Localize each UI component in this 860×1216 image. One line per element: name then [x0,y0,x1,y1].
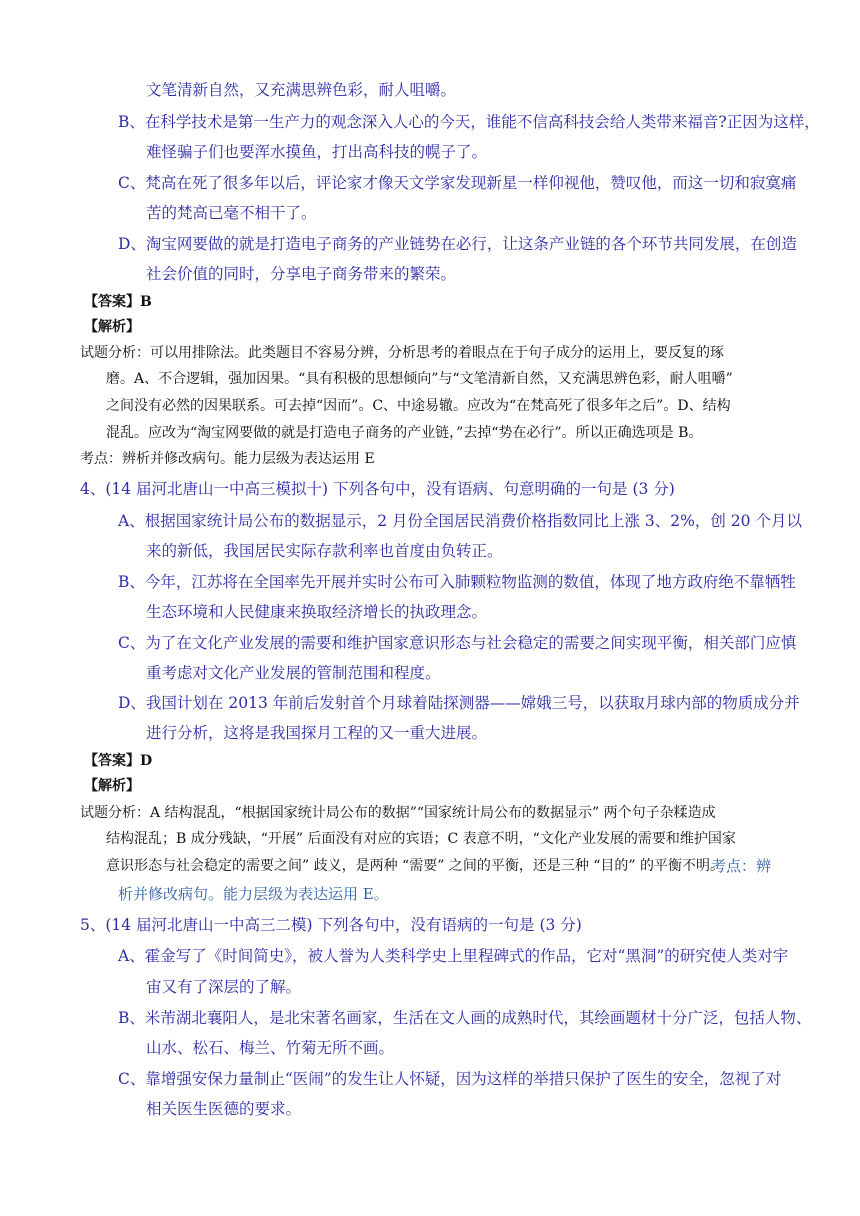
q4-answer: 【答案】D [84,753,153,769]
q5-option-b-line2: 山水、松石、梅兰、竹菊无所不画。 [146,1039,395,1057]
q5-stem: 5、(14 届河北唐山一中高三二模) 下列各句中，没有语病的一句是 (3 分) [80,916,582,934]
q5-option-a-line1: A、霍金写了《时间简史》，被人誉为人类科学史上里程碑式的作品，它对“黑洞”的研究使人类对宇 [118,947,789,965]
q4-option-b-line1: B、今年，江苏将在全国率先开展并实时公布可入肺颗粒物监测的数值，体现了地方政府绝不靠牺牲 [118,573,796,591]
q5-option-a-line2: 宙又有了深层的了解。 [146,978,302,996]
q4-option-d-line2: 进行分析，这将是我国探月工程的又一重大进展。 [146,724,488,742]
q5-option-b-line1: B、米芾湖北襄阳人，是北宋著名画家，生活在文人画的成熟时代，其绘画题材十分广泛，包括人物、 [118,1009,812,1027]
q5-option-c-line1: C、靠增强安保力量制止“医闹”的发生让人怀疑，因为这样的举措只保护了医生的安全，忽视了对 [118,1070,782,1088]
q3-kaodian: 考点：辨析并修改病句。能力层级为表达运用 E [80,451,375,467]
q4-option-b-line2: 生态环境和人民健康来换取经济增长的执政理念。 [146,603,488,621]
q4-option-c-line2: 重考虑对文化产业发展的管制范围和程度。 [146,664,441,682]
q4-stem: 4、(14 届河北唐山一中高三模拟十) 下列各句中，没有语病、句意明确的一句是 (3 分) [80,480,675,498]
q3-answer: 【答案】B [84,294,152,310]
q4-option-c-line1: C、为了在文化产业发展的需要和维护国家意识形态与社会稳定的需要之间实现平衡，相关部门应慎 [118,634,797,652]
q3-option-b-line1: B、在科学技术是第一生产力的观念深入人心的今天，谁能不信高科技会给人类带来福音?正因为这样， [118,113,820,131]
q3-analysis-line4: 混乱。应改为“淘宝网要做的就是打造电子商务的产业链，”去掉“势在必行”。所以正确选项是 B。 [106,425,703,441]
q3-option-d-line2: 社会价值的同时，分享电子商务带来的繁荣。 [146,265,457,283]
q4-option-a-line1: A、根据国家统计局公布的数据显示，2 月份全国居民消费价格指数同比上涨 3、2%，创 20 个月以 [118,512,802,530]
q4-kaodian-cont: 析并修改病句。能力层级为表达运用 E。 [118,885,389,903]
q3-analysis-line3: 之间没有必然的因果联系。可去掉“因而”。C、中途易辙。应改为“在梵高死了很多年之后”。D、结构 [106,398,731,414]
q4-analysis-title: 【解析】 [84,778,140,794]
q4-option-d-line1: D、我国计划在 2013 年前后发射首个月球着陆探测器——嫦娥三号，以获取月球内部的物质成分并 [118,694,800,712]
q3-analysis-line2: 磨。A、不合逻辑，强加因果。“具有积极的思想倾向”与“文笔清新自然，又充满思辨色彩，耐人咀嚼” [106,371,733,387]
q4-analysis-line3: 意识形态与社会稳定的需要之间” 歧义，是两种 “需要” 之间的平衡，还是三种 “目的” 的平衡不明。 [106,858,725,874]
q4-analysis-line2: 结构混乱；B 成分残缺，“开展” 后面没有对应的宾语；C 表意不明，“文化产业发展的需要和维护国家 [106,831,736,847]
q4-kaodian-start: 考点：辨 [711,857,772,875]
q3-option-c-line1: C、梵高在死了很多年以后，评论家才像天文学家发现新星一样仰视他，赞叹他，而这一切和寂寞痛 [118,174,797,192]
q4-analysis-line1: 试题分析：A 结构混乱，“根据国家统计局公布的数据”“国家统计局公布的数据显示” 两个句子杂糅造成 [80,805,716,821]
q3-option-b-line2: 难怪骗子们也要浑水摸鱼，打出高科技的幌子了。 [146,143,488,161]
q3-option-d-line1: D、淘宝网要做的就是打造电子商务的产业链势在必行，让这条产业链的各个环节共同发展，在创造 [118,235,797,253]
q5-option-c-line2: 相关医生医德的要求。 [146,1100,302,1118]
q4-option-a-line2: 来的新低，我国居民实际存款利率也首度由负转正。 [146,542,503,560]
q3-option-a-continuation: 文笔清新自然，又充满思辨色彩，耐人咀嚼。 [146,81,457,99]
q3-option-c-line2: 苦的梵高已毫不相干了。 [146,204,317,222]
q3-analysis-line1: 试题分析：可以用排除法。此类题目不容易分辨，分析思考的着眼点在于句子成分的运用上，要反复的琢 [80,345,724,361]
q3-analysis-title: 【解析】 [84,319,140,335]
